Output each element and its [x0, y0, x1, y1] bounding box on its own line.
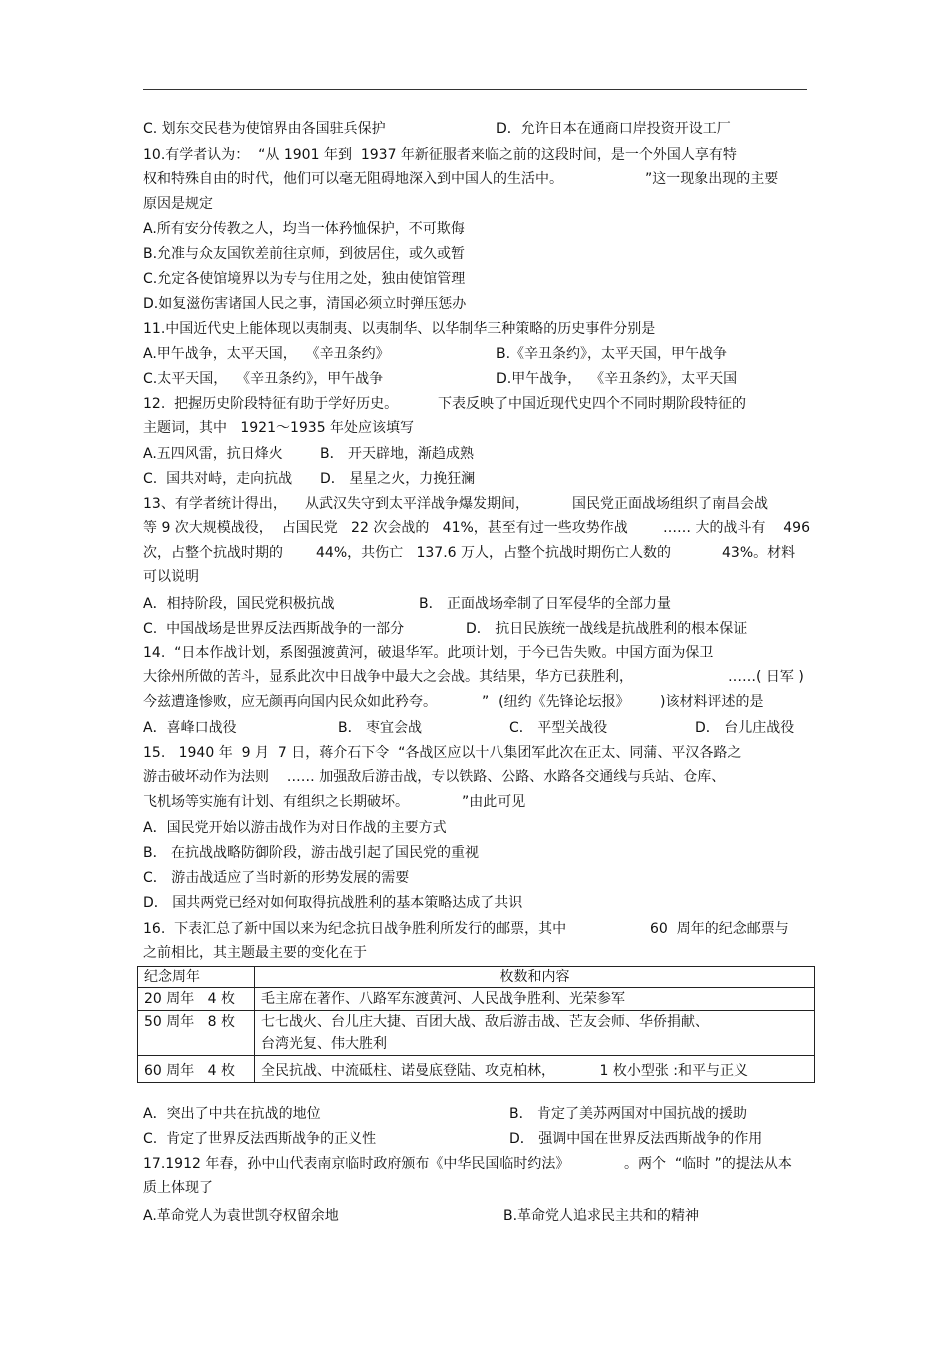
table-row — [138, 988, 815, 1011]
q13-stem-1a: 13、有学者统计得出， — [143, 496, 287, 512]
table-header-row — [138, 967, 815, 988]
q10-option-b: B.允准与众友国钦差前往京师，到彼居住，或久或暂 — [143, 246, 466, 262]
q12-option-b: B． 开天辟地，渐趋成熟 — [320, 446, 475, 462]
q10-option-a: A.所有安分传教之人，均当一体矜恤保护，不可欺侮 — [143, 221, 465, 237]
q11-stem: 11.中国近代史上能体现以夷制夷、以夷制华、以华制华三种策略的历史事件分别是 — [143, 321, 656, 337]
q17-stem-1a: 17.1912 年春，孙中山代表南京临时政府颁布《中华民国临时约法》 — [143, 1156, 570, 1172]
q13-stem-3b: 44%，共伤亡 137.6 万人，占整个抗战时期伤亡人数的 — [316, 545, 671, 561]
q13-stem-1b: 从武汉失守到太平洋战争爆发期间， — [305, 496, 529, 512]
q15-option-a: A．国民党开始以游击战作为对日作战的主要方式 — [143, 820, 447, 836]
q13-stem-1c: 国民党正面战场组织了南昌会战 — [572, 496, 768, 512]
q14-stem-3b: ” (纽约《先锋论坛报》 — [482, 694, 630, 710]
q12-option-d: D． 星星之火，力挽狂澜 — [320, 471, 476, 487]
q11-option-a: A.甲午战争，太平天国， 《辛丑条约》 — [143, 346, 390, 362]
q14-option-d: D． 台儿庄战役 — [695, 720, 795, 736]
q16-stem-1a: 16. 下表汇总了新中国以来为纪念抗日战争胜利所发行的邮票，其中 — [143, 921, 567, 937]
q13-option-c: C. 中国战场是世界反法西斯战争的一部分 — [143, 621, 405, 637]
q16-option-c: C. 肯定了世界反法西斯战争的正义性 — [143, 1131, 377, 1147]
q17-stem-2: 质上体现了 — [143, 1180, 213, 1196]
table-row — [138, 1056, 815, 1083]
q13-stem-2b: …… 大的战斗有 496 — [663, 520, 810, 536]
q16-option-b: B． 肯定了美苏两国对中国抗战的援助 — [509, 1106, 748, 1122]
table-cell-content: 全民抗战、中流砥柱、诺曼底登陆、攻克柏林， 1 枚小型张 :和平与正义 — [255, 1056, 815, 1083]
q13-stem-2a: 等 9 次大规模战役， 占国民党 22 次会战的 41%，甚至有过一些攻势作战 — [143, 520, 628, 536]
q14-option-c: C． 平型关战役 — [509, 720, 608, 736]
q10-stem-2: 权和特殊自由的时代，他们可以毫无阻碍地深入到中国人的生活中。 — [143, 171, 563, 187]
q10-stem-2b: ”这一现象出现的主要 — [645, 171, 779, 187]
q14-option-a: A．喜峰口战役 — [143, 720, 237, 736]
q15-option-c: C． 游击战适应了当时新的形势发展的需要 — [143, 870, 410, 886]
q14-stem-3c: )该材料评述的是 — [660, 694, 764, 710]
q9-option-d: D．允许日本在通商口岸投资开设工厂 — [496, 121, 731, 137]
table-row — [138, 1011, 815, 1056]
q17-option-b: B.革命党人追求民主共和的精神 — [503, 1208, 700, 1224]
table-cell-year: 50 周年 8 枚 — [138, 1011, 255, 1056]
q16-stem-1b: 60 周年的纪念邮票与 — [650, 921, 789, 937]
table-cell-content: 毛主席在著作、八路军东渡黄河、人民战争胜利、光荣参军 — [255, 988, 815, 1011]
q13-stem-4: 可以说明 — [143, 569, 199, 585]
q11-option-c: C.太平天国， 《辛丑条约》，甲午战争 — [143, 371, 384, 387]
q14-stem-3a: 今兹遭逢惨败，应无颜再向国内民众如此矜夸。 — [143, 694, 437, 710]
q12-option-a: A.五四风雷，抗日烽火 — [143, 446, 283, 462]
q17-option-a: A.革命党人为袁世凯夺权留余地 — [143, 1208, 339, 1224]
q15-stem-3a: 飞机场等实施有计划、有组织之长期破坏。 — [143, 794, 409, 810]
q16-option-d: D． 强调中国在世界反法西斯战争的作用 — [509, 1131, 763, 1147]
q13-stem-3c: 43%。材料 — [722, 545, 796, 561]
table-header-year: 纪念周年 — [138, 967, 255, 988]
q11-option-d: D.甲午战争， 《辛丑条约》，太平天国 — [496, 371, 738, 387]
q12-option-c: C. 国共对峙，走向抗战 — [143, 471, 293, 487]
q16-stem-2: 之前相比，其主题最主要的变化在于 — [143, 945, 367, 961]
q10-option-d: D.如复滋伤害诸国人民之事，清国必须立时弹压惩办 — [143, 296, 467, 312]
table-cell-year: 60 周年 4 枚 — [138, 1056, 255, 1083]
q15-option-d: D． 国共两党已经对如何取得抗战胜利的基本策略达成了共识 — [143, 895, 523, 911]
q9-option-c: C. 划东交民巷为使馆界由各国驻兵保护 — [143, 121, 386, 137]
q12-stem-1: 12. 把握历史阶段特征有助于学好历史。 — [143, 396, 399, 412]
q14-option-b: B． 枣宜会战 — [338, 720, 423, 736]
q14-stem-1: 14. “日本作战计划，系图强渡黄河，破退华军。此项计划，于今已告失败。中国方面为保卫 — [143, 645, 714, 661]
q15-option-b: B． 在抗战战略防御阶段，游击战引起了国民党的重视 — [143, 845, 480, 861]
q13-option-b: B． 正面战场牵制了日军侵华的全部力量 — [419, 596, 672, 612]
q12-stem-1b: 下表反映了中国近现代史四个不同时期阶段特征的 — [438, 396, 746, 412]
q15-stem-1: 15. 1940 年 9 月 7 日，蒋介石下令 “各战区应以十八集团军此次在正太、同蒲、平汉各路之 — [143, 745, 742, 761]
q10-stem-1: 10.有学者认为： “从 1901 年到 1937 年新征服者来临之前的这段时间，是一个外国人享有特 — [143, 147, 737, 163]
q10-stem-3: 原因是规定 — [143, 196, 213, 212]
q13-option-a: A．相持阶段，国民党积极抗战 — [143, 596, 335, 612]
q12-stem-2: 主题词，其中 1921～1935 年处应该填写 — [143, 420, 415, 436]
table-cell-year: 20 周年 4 枚 — [138, 988, 255, 1011]
header-rule — [143, 89, 807, 90]
q15-stem-3b: ”由此可见 — [462, 794, 526, 810]
q16-option-a: A．突出了中共在抗战的地位 — [143, 1106, 321, 1122]
stamps-table — [137, 966, 815, 1083]
q15-stem-2: 游击破坏动作为法则 …… 加强敌后游击战，专以铁路、公路、水路各交通线与兵站、仓库、 — [143, 769, 726, 785]
q17-stem-1b: 。两个 “临时 ”的提法从本 — [624, 1156, 792, 1172]
q11-option-b: B.《辛丑条约》，太平天国，甲午战争 — [496, 346, 728, 362]
q13-stem-3a: 次，占整个抗战时期的 — [143, 545, 283, 561]
q10-option-c: C.允定各使馆境界以为专与住用之处，独由使馆管理 — [143, 271, 466, 287]
table-cell-content: 七七战火、台儿庄大捷、百团大战、敌后游击战、芒友会师、华侨捐献、 台湾光复、伟大胜利 — [255, 1011, 815, 1056]
q14-stem-2b: ……( 日军 ) — [728, 669, 804, 685]
q13-option-d: D． 抗日民族统一战线是抗战胜利的根本保证 — [466, 621, 748, 637]
table-header-content: 枚数和内容 — [255, 967, 815, 988]
q14-stem-2a: 大徐州所做的苦斗，显系此次中日战争中最大之会战。其结果，华方已获胜利， — [143, 669, 633, 685]
